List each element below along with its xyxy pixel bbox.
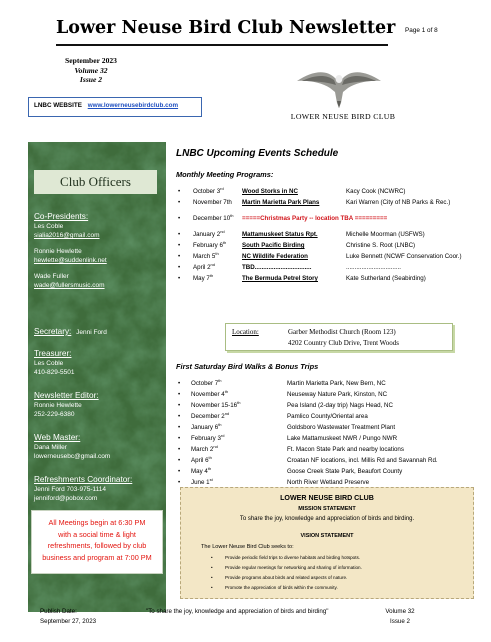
publish-label: Publish Date:: [40, 608, 77, 615]
bullet: •: [178, 391, 181, 398]
walk-date: February 3rd: [191, 432, 225, 442]
bullet: •: [178, 402, 181, 409]
treasurer-phone: 410-829-5501: [34, 369, 75, 376]
webmaster-label: Web Master:: [34, 433, 81, 442]
notice-line: refreshments, followed by club: [47, 541, 147, 550]
bullet: •: [178, 231, 181, 238]
footer-issue-number: Issue 2: [390, 617, 410, 625]
meeting-month: November 7th: [193, 199, 232, 206]
meeting-topic: TBD.................................: [242, 264, 312, 271]
editor-block: [34, 390, 99, 419]
walk-date: May 4th: [191, 465, 212, 475]
meeting-month: December 10th: [193, 212, 234, 222]
treasurer-name: Les Coble: [34, 360, 64, 367]
notice-line: All Meetings begin at 6:30 PM: [48, 518, 146, 527]
meeting-speaker: Christine S. Root (LNBC): [346, 242, 416, 249]
co-president-2-name: Ronnie Hewlette: [34, 248, 82, 255]
webmaster-name: Dana Miller: [34, 444, 67, 451]
officer-3-name: Wade Fuller: [34, 273, 69, 280]
meeting-month: October 3rd: [193, 185, 224, 195]
mission-club-name: LOWER NEUSE BIRD CLUB: [280, 494, 374, 502]
editor-name: Ronnie Hewlette: [34, 402, 82, 409]
officers-title: Club Officers: [60, 174, 131, 189]
meeting-notice-box: [31, 510, 163, 574]
walk-place: Neuseway Nature Park, Kinston, NC: [287, 391, 388, 398]
notice-line: with a social time & light: [58, 529, 136, 539]
walk-place: North River Wetland Preserve: [287, 479, 370, 486]
treasurer-label: Treasurer:: [34, 349, 72, 358]
editor-phone: 252-229-6380: [34, 411, 75, 418]
footer-motto: "To share the joy, knowledge and appreciation of birds and birding": [146, 608, 329, 615]
officers-sidebar: [28, 142, 166, 612]
footer-volume: [378, 607, 422, 626]
webmaster-block: [34, 432, 110, 461]
co-presidents-block: [34, 211, 107, 290]
meeting-month: April 2nd: [193, 261, 215, 271]
meeting-speaker: Luke Bennett (NCWF Conservation Coor.): [346, 253, 462, 260]
co-president-2-email[interactable]: hewlette@suddenlink.net: [34, 257, 107, 264]
meeting-topic: The Bermuda Petrel Story: [242, 275, 318, 282]
meeting-month: May 7th: [193, 272, 214, 282]
osprey-bird-icon: [294, 56, 384, 112]
walk-date: December 2nd: [191, 410, 230, 420]
meeting-topic: South Pacific Birding: [242, 242, 305, 249]
meeting-month: March 5th: [193, 250, 219, 260]
treasurer-block: [34, 348, 74, 377]
walk-date: November 4th: [191, 388, 229, 398]
walk-date: November 15-16th: [191, 399, 241, 409]
meeting-speaker: Michelle Moorman (USFWS): [346, 231, 425, 238]
issue-volume: Volume 32: [74, 65, 108, 75]
walk-date: October 7th: [191, 377, 222, 387]
website-link[interactable]: www.lowerneusebirdclub.com: [87, 102, 179, 109]
refreshments-block: [34, 474, 132, 503]
bullet: •: [178, 446, 181, 453]
walk-place: Goldsboro Wastewater Treatment Plant: [287, 424, 396, 431]
publish-date: September 27, 2023: [40, 617, 97, 625]
newsletter-title: Lower Neuse Bird Club Newsletter: [56, 18, 396, 38]
walk-date: June 1st: [191, 476, 213, 486]
bullet: •: [178, 188, 181, 195]
bullet: •: [178, 380, 181, 387]
monthly-programs-title: Monthly Meeting Programs:: [176, 170, 274, 179]
walk-place: Martin Marietta Park, New Bern, NC: [287, 380, 386, 387]
walk-place: Croatan NF locations, incl. Millis Rd and Savannah Rd.: [287, 457, 438, 464]
secretary-label: Secretary:: [34, 327, 72, 336]
secretary-name: Jenni Ford: [76, 329, 107, 336]
co-presidents-label: Co-Presidents:: [34, 212, 89, 221]
notice-line: business and program at 7:00 PM: [42, 552, 152, 562]
bullet: •: [178, 242, 181, 249]
co-president-1-name: Les Coble: [34, 223, 64, 230]
walk-place: Goose Creek State Park, Beaufort County: [287, 468, 403, 475]
issue-info: [55, 56, 127, 85]
walk-place: Lake Mattamuskeet NWR / Pungo NWR: [287, 435, 398, 442]
bullet: •: [178, 457, 181, 464]
meeting-speaker: Kacy Cook (NCWRC): [346, 188, 406, 195]
refreshments-email[interactable]: jenniford@pobox.com: [34, 495, 98, 502]
mission-label: MISSION STATEMENT: [298, 506, 356, 512]
bullet: •: [178, 435, 181, 442]
refreshments-contact: Jenni Ford 703-975-1114: [34, 486, 107, 493]
bullet: •: [178, 275, 181, 282]
club-name: LOWER NEUSE BIRD CLUB: [290, 112, 396, 121]
bullet: •: [178, 479, 181, 486]
walk-date: March 2nd: [191, 443, 218, 453]
meeting-topic: NC Wildlife Federation: [242, 253, 308, 260]
bird-walks-title: First Saturday Bird Walks & Bonus Trips: [176, 362, 319, 371]
page-number: Page 1 of 8: [405, 27, 438, 34]
website-box: [28, 97, 202, 117]
meeting-topic: Martin Marietta Park Plans: [242, 199, 320, 206]
walk-place: Ft. Macon State Park and nearby locations: [287, 446, 404, 453]
walk-date: April 6th: [191, 454, 212, 464]
bullet: •: [178, 253, 181, 260]
refreshments-label: Refreshments Coordinator:: [34, 475, 133, 484]
bullet: •: [178, 413, 181, 420]
vision-label: VISION STATEMENT: [300, 533, 354, 539]
mission-box: LOWER NEUSE BIRD CLUB MISSION STATEMENT To share the joy, knowledge and appreciation of birds and birding. VISION STATEMENT The Lower Neuse Bird Club seeks to: • Provide periodic field trips to diverse habitats and birding hotspots. • Provide regular meetings for networking and sharing of information. • Provide programs about birds and related aspects of nature. • Promote the appreciation of birds within the community.: [180, 487, 474, 599]
officer-3-email[interactable]: wade@fullersmusic.com: [34, 282, 105, 289]
location-label: Location:: [232, 328, 259, 336]
bullet: •: [178, 264, 181, 271]
meeting-notice: [32, 517, 162, 563]
bullet: •: [178, 199, 181, 206]
website-label: LNBC WEBSITE: [34, 102, 82, 109]
issue-number: Issue 2: [79, 75, 103, 84]
footer-publish: [40, 607, 96, 626]
christmas-party: =====Christmas Party -- location TBA =========: [242, 215, 388, 222]
meeting-speaker: ................................: [346, 264, 402, 271]
mission-statement: To share the joy, knowledge and appreciation of birds and birding.: [239, 516, 415, 522]
webmaster-email[interactable]: lowerneusebc@gmail.com: [34, 453, 111, 460]
editor-label: Newsletter Editor:: [34, 391, 99, 400]
secretary-block: [34, 326, 107, 337]
walk-date: January 6th: [191, 421, 222, 431]
bullet: •: [178, 468, 181, 475]
meeting-month: February 6th: [193, 239, 227, 249]
bullet: •: [178, 424, 181, 431]
walk-place: Pamlico County/Oriental area: [287, 413, 368, 420]
events-title: LNBC Upcoming Events Schedule: [176, 148, 339, 159]
location-address: 4202 Country Club Drive, Trent Woods: [288, 339, 399, 347]
bullet: •: [178, 215, 181, 222]
vision-intro: The Lower Neuse Bird Club seeks to:: [201, 544, 294, 550]
meeting-topic: Mattamuskeet Status Rpt.: [242, 231, 318, 238]
walk-place: Pea Island (2-day trip) Nags Head, NC: [287, 402, 393, 409]
officers-title-box: [34, 170, 157, 194]
location-venue: Garber Methodist Church (Room 123): [288, 328, 396, 336]
co-president-1-email[interactable]: sialia2016@gmail.com: [34, 232, 100, 239]
title-divider: [56, 44, 388, 46]
location-box: [225, 323, 453, 351]
meeting-month: January 2nd: [193, 228, 225, 238]
meeting-speaker: Kari Warren (City of NB Parks & Rec.): [346, 199, 451, 206]
meeting-topic: Wood Storks in NC: [242, 188, 298, 195]
meeting-speaker: Kate Sutherland (Seabirding): [346, 275, 426, 282]
footer-volume-number: Volume 32: [385, 608, 415, 615]
issue-date: September 2023: [65, 56, 117, 65]
